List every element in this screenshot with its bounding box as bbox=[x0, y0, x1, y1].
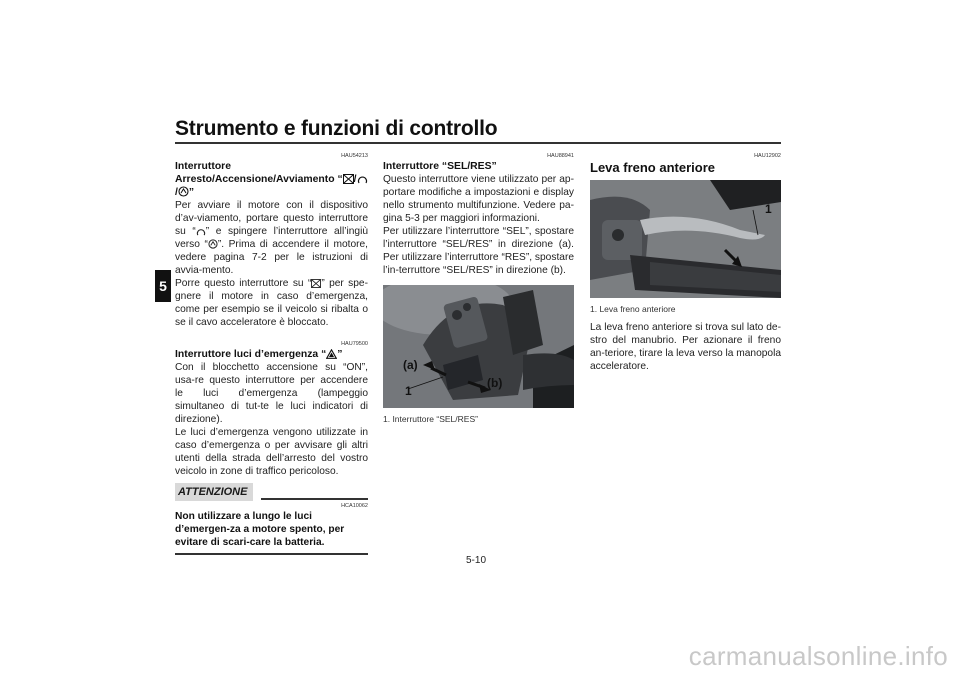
paragraph-sel-res-2: Per utilizzare l’interruttore “SEL”, spostare l’interruttore “SEL/RES” in direzione (a). Per utilizzare l’interruttore “RES”, spostare l’in-terruttore “SEL/RES” in direzione (b). bbox=[383, 226, 574, 276]
section-code: HAU54213 bbox=[341, 153, 368, 159]
column-1 bbox=[175, 150, 368, 555]
paragraph-front-brake: La leva freno anteriore si trova sul lato de-stro del manubrio. Per azionare il freno an-teriore, tirare la leva verso la manopola acceleratore. bbox=[590, 322, 781, 372]
sel-res-switch-photo bbox=[383, 285, 574, 408]
watermark: carmanualsonline.info bbox=[688, 641, 948, 671]
hazard-triangle-icon bbox=[326, 349, 337, 359]
label-a: (a) bbox=[403, 358, 418, 372]
paragraph-stop-engine: Porre questo interruttore su “ ” per spe-gnere il motore in caso d’emergenza, come per esempio se il veicolo si ribalta o se il cavo acceleratore è bloccato. bbox=[175, 278, 368, 328]
column-3 bbox=[590, 150, 781, 373]
attention-box bbox=[175, 482, 368, 509]
label-1: 1 bbox=[765, 202, 772, 216]
column-2 bbox=[383, 150, 574, 425]
attention-text: Non utilizzare a lungo le luci d’emergen-za a motore spento, per evitare di scari-care la batteria. bbox=[175, 511, 345, 548]
front-brake-photo bbox=[590, 180, 781, 298]
heading-engine-switch: Interruttore Arresto/Accensione/Avviamento “ / / ” bbox=[175, 160, 368, 199]
attention-label: ATTENZIONE bbox=[175, 483, 253, 501]
label-1: 1 bbox=[405, 384, 412, 398]
engine-stop-icon bbox=[343, 174, 354, 184]
section-code: HAU79500 bbox=[341, 341, 368, 347]
figure-caption: 1. Leva freno anteriore bbox=[590, 304, 676, 314]
paragraph-hazard-1: Con il blocchetto accensione su “ON”, usa-re questo interruttore per accendere le luci d’emergenza (lampeggio simultaneo di tut-te le luci indicatori di direzione). bbox=[175, 362, 368, 425]
engine-run-icon bbox=[196, 227, 206, 236]
heading-sel-res: Interruttore “SEL/RES” bbox=[383, 161, 497, 172]
paragraph-sel-res-1: Questo interruttore viene utilizzato per ap-portare modifiche a impostazioni e display nello strumento multifunzione. Vedere pa-gina 5-3 per maggiori informazioni. bbox=[383, 174, 574, 224]
section-code: HAU88941 bbox=[547, 153, 574, 159]
page-title: Strumento e funzioni di controllo bbox=[175, 117, 498, 140]
attention-code: HCA10062 bbox=[341, 503, 368, 509]
section-code: HAU12902 bbox=[754, 153, 781, 159]
chapter-tab: 5 bbox=[155, 270, 171, 302]
attention-bottom-rule bbox=[175, 553, 368, 555]
heading-front-brake: Leva freno anteriore bbox=[590, 160, 715, 175]
title-rule bbox=[175, 142, 781, 144]
engine-stop-icon bbox=[311, 279, 321, 288]
figure-caption: 1. Interruttore “SEL/RES” bbox=[383, 414, 478, 424]
page-number: 5-10 bbox=[466, 555, 487, 566]
heading-hazard-switch: Interruttore luci d’emergenza “ ” bbox=[175, 349, 343, 360]
engine-run-icon bbox=[357, 174, 368, 184]
paragraph-hazard-2: Le luci d’emergenza vengono utilizzate in caso d’emergenza o per avvisare gli altri utenti della strada dell’arresto del vostro veicolo in zone di traffico pericoloso. bbox=[175, 427, 368, 477]
paragraph-start-engine: Per avviare il motore con il dispositivo d’av-viamento, portare questo interruttore su “ ” e spingere l’interruttore all’ingiù verso “ ”. Prima di accendere il motore, vedere pagina 7-2 per le istruzioni di avvia-mento. bbox=[175, 200, 369, 276]
label-b: (b) bbox=[487, 376, 503, 390]
engine-start-icon bbox=[208, 239, 218, 249]
engine-start-icon bbox=[178, 186, 189, 197]
